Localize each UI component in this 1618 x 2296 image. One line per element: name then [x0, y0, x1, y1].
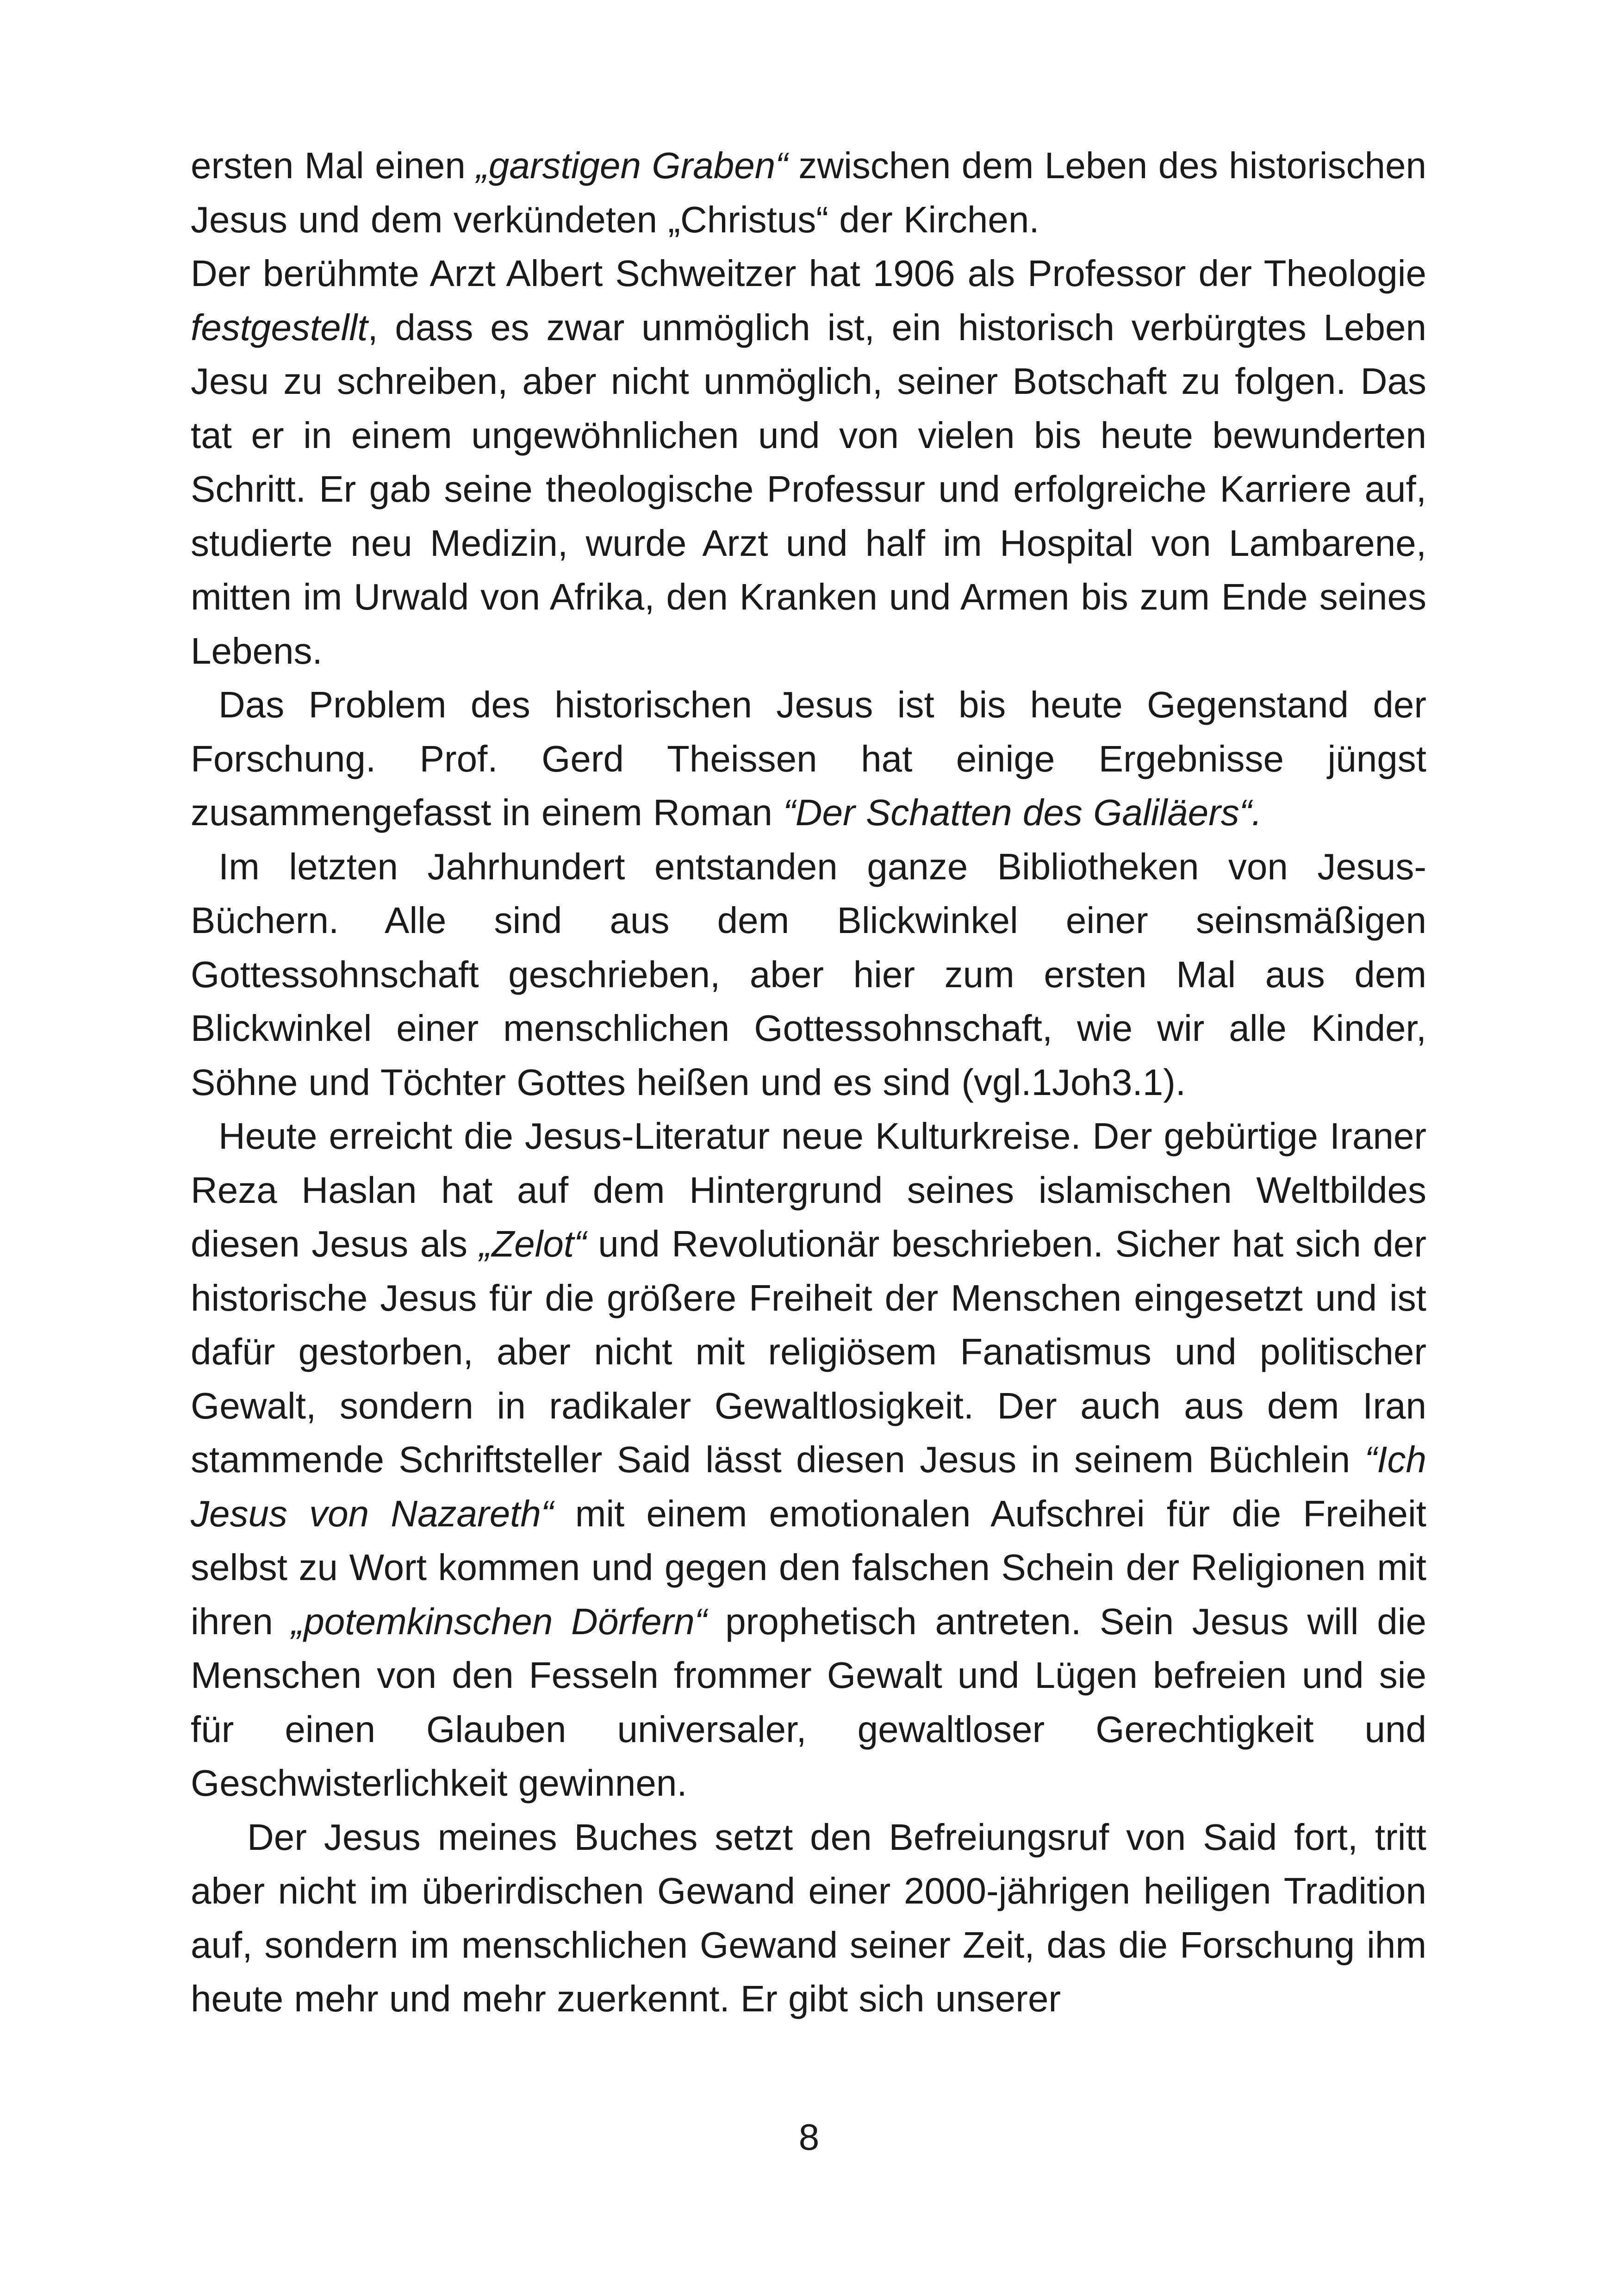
italic-quote: „potemkinschen Dörfern“	[291, 1600, 707, 1642]
text-run: , dass es zwar unmöglich ist, ein historisch verbürgtes Leben Jesu zu schreiben, aber nicht unmöglich, seiner Botschaft zu folgen. Das tat er in einem ungewöhnlichen und von vielen bis heute bewunderten Schritt. Er gab seine theologische Professur und erfolgreiche Karriere auf, studierte neu Medizin, wurde Arzt und half im Hospital von Lambarene, mitten im Urwald von Afrika, den Kranken und Armen bis zum Ende seines Lebens.	[191, 306, 1426, 672]
text-run: Der berühmte Arzt Albert Schweitzer hat 1906 als Professor der Theologie	[191, 253, 1426, 294]
text-run: Im letzten Jahrhundert entstanden ganze Bibliotheken von Jesus-Büchern. Alle sind aus dem Blickwinkel einer seinsmäßigen Gottessohnschaft geschrieben, aber hier zum ersten Mal aus dem Blickwinkel einer menschlichen Gottessohnschaft, wie wir alle Kinder, Söhne und Töchter Gottes heißen und es sind (vgl.1Joh3.1).	[191, 846, 1426, 1103]
paragraph	[191, 247, 1426, 678]
paragraph	[191, 840, 1426, 1110]
text-run: und Revolutionär beschrieben. Sicher hat sich der historische Jesus für die größere Freiheit der Menschen eingesetzt und ist dafür gestorben, aber nicht mit religiösem Fanatismus und politischer Gewalt, sondern in radikaler Gewaltlosigkeit. Der auch aus dem Iran stammende Schriftsteller Said lässt diesen Jesus in seinem Büchlein	[191, 1223, 1427, 1480]
page-body	[191, 139, 1426, 2026]
text-run: Der Jesus meines Buches setzt den Befreiungsruf von Said fort, tritt aber nicht im überirdischen Gewand einer 2000-jährigen heiligen Tradition auf, sondern im menschlichen Gewand seiner Zeit, das die Forschung ihm heute mehr und mehr zuerkennt. Er gibt sich unserer	[191, 1816, 1426, 2019]
text-run: Das Problem des historischen Jesus ist bis heute Gegenstand der Forschung. Prof. Gerd Theissen hat einige Ergebnisse jüngst zusammengefasst in einem Roman	[191, 684, 1426, 833]
paragraph	[191, 1109, 1426, 1811]
text-run: Heute erreicht die Jesus-Literatur neue Kulturkreise. Der gebürtige Iraner Reza Haslan hat auf dem Hintergrund seines islamischen Weltbildes diesen Jesus als	[191, 1115, 1426, 1264]
paragraph	[191, 678, 1426, 840]
page-number: 8	[798, 2116, 820, 2158]
italic-quote: „Zelot“	[479, 1223, 586, 1264]
paragraph	[191, 139, 1426, 247]
text-run: zwischen dem Leben des historischen Jesus und dem verkündeten „Christus“ der Kirchen.	[191, 145, 1427, 240]
text-run: prophetisch antreten. Sein Jesus will die Menschen von den Fesseln frommer Gewalt und Lügen befreien und sie für einen Glauben universaler, gewaltloser Gerechtigkeit und Geschwisterlichkeit gewinnen.	[191, 1600, 1427, 1804]
italic-title: “Der Schatten des Galiläers“.	[783, 792, 1262, 833]
text-run: mit einem emotionalen Aufschrei für die Freiheit selbst zu Wort kommen und gegen den falschen Schein der Religionen mit ihren	[191, 1493, 1426, 1642]
italic-word: festgestellt	[191, 306, 368, 348]
italic-quote: „garstigen Graben“	[476, 145, 788, 186]
italic-title: “Ich Jesus von Nazareth“	[191, 1439, 1426, 1534]
text-run: ersten Mal einen	[191, 145, 477, 186]
paragraph	[191, 1811, 1426, 2026]
